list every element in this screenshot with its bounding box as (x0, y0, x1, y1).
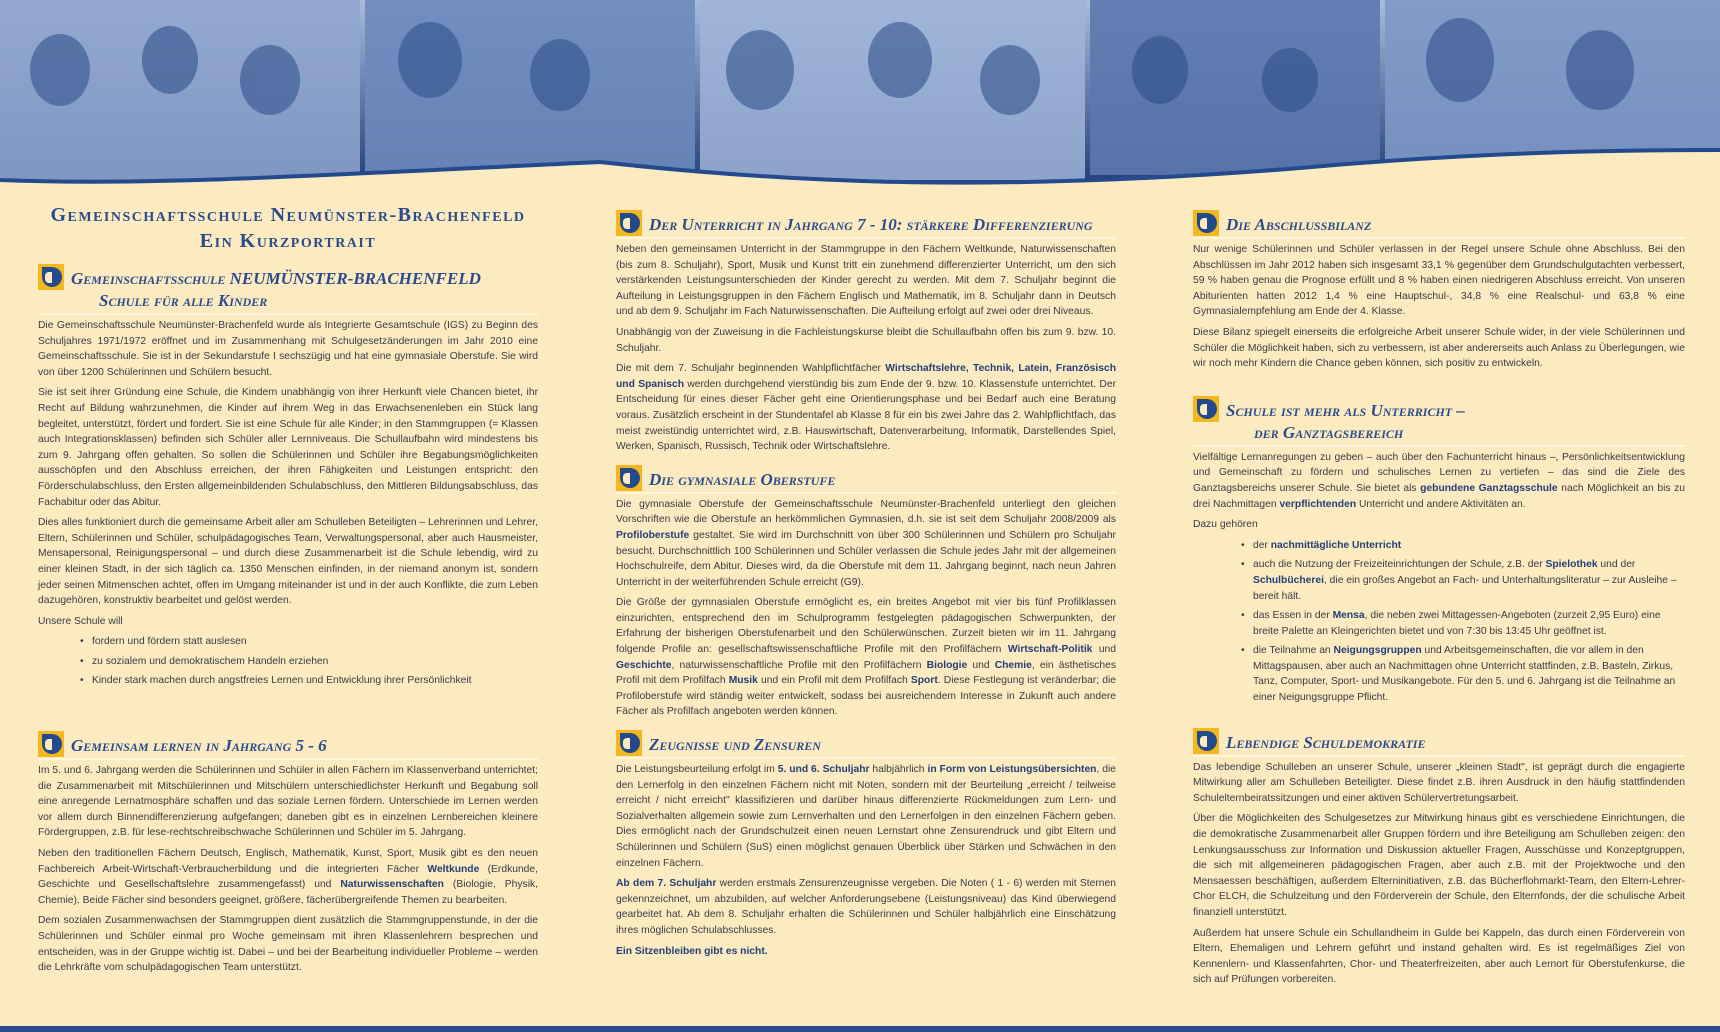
section-title: Gemeinsam lernen in Jahrgang 5 - 6 (71, 736, 327, 756)
photo-banner (0, 0, 1720, 200)
section-jahrgang-5-6 (38, 731, 538, 976)
paragraph: Dies alles funktioniert durch die gemeinsame Arbeit aller am Schulleben Beteiligten – Lehrerinnen und Lehrer, Eltern, Schülerinnen und Schüler, schulpädagogisches Team, Verwaltungspersonal, aber auch Hausmeister, Mensapersonal, Reinigungspersonal – und durch diese Zusammenarbeit ist die Schule lebendig, wird zu einer kleinen Stadt, in der sich täglich ca. 1350 Menschen einfinden, in der niemand anonym ist, sondern jeder seinen Mitmenschen achtet, offen im Umgang miteinander ist und in der auch Konflikte, die zum Leben dazugehören, konstruktiv bearbeitet und gelöst werden. (38, 517, 538, 607)
paragraph: Außerdem hat unsere Schule ein Schullandheim in Gulde bei Kappeln, das durch einen Förderverein von Eltern, Ehemaligen und Lehrern geführt und instand gehalten wird. Es ist regelmäßiges Ziel von Kennenlern- und Klassenfahrten, Chor- und Theaterfreizeiten, aber auch Lernort für Oberstufenkurse, die sich auf Prüfungen vorbereiten. (1193, 927, 1685, 986)
school-logo-icon (1193, 210, 1219, 236)
school-logo-icon (616, 210, 642, 236)
list-item: • das Essen in der Mensa, die neben zwei Mittagessen-Angeboten (zurzeit 2,95 Euro) eine breite Palette an Kleingerichten bietet und von 7:30 bis 13:45 Uhr geöffnet ist. (1241, 608, 1685, 639)
paragraph: Vielfältige Lernanregungen zu geben – auch über den Fachunterricht hinaus –, Persönlichkeitsentwicklung und Gemeinschaft zu fördern und schulisches Lernen zu vertiefen – das sind die Ziele des Ganztagsbereichs unserer Schule. Sie bietet als gebundene Ganztagsschule nach Möglichkeit an bis zu drei Nachmittagen verpflichtenden Unterricht und andere Aktivitäten an. (1193, 451, 1685, 510)
document-title (38, 202, 538, 254)
section-title: Zeugnisse und Zensuren (649, 735, 821, 755)
section-zeugnisse (616, 730, 1116, 959)
paragraph: Unabhängig von der Zuweisung in die Fachleistungskurse bleibt die Schullaufbahn offen bis zum 9. bzw. 10. Schuljahr. (616, 326, 1116, 354)
section-title: Schule ist mehr als Unterricht – der Ganztagsbereich (1226, 396, 1685, 444)
section-oberstufe (616, 465, 1116, 720)
list-item: • auch die Nutzung der Freizeiteinrichtungen der Schule, z.B. der Spielothek und der Schulbücherei, die ein großes Angebot an Fach- und Unterhaltungsliteratur – zur Ausleihe – bereit hält. (1241, 557, 1685, 604)
paragraph: Die mit dem 7. Schuljahr beginnenden Wahlpflichtfächer Wirtschaftslehre, Technik, Latein, Französisch und Spanisch werden durchgehend vierstündig bis zum Ende der 9. bzw. 10. Klassenstufe unterrichtet. Der Entscheidung für eines dieser Fächer geht eine Orientierungsphase und bei Bedarf auch eine Beratung voraus. Zusätzlich erscheint in der Stundentafel ab Klasse 8 für ein bis zwei Jahre das 2. Wahlpflichtfach, das meist zweistündig unterrichtet wird, z.B. Hauswirtschaft, Datenverarbeitung, Informatik, Darstellendes Spiel, Werken, Spanisch, Russisch, Technik oder Wirtschaftslehre. (616, 363, 1116, 453)
paragraph: Nur wenige Schülerinnen und Schüler verlassen in der Regel unsere Schule ohne Abschluss. Bei den Abschlüssen im Jahr 2012 haben sich insgesamt 33,1 % gegenüber dem Grundschulgutachten verbessert, 59 % haben genau die Prognose erfüllt und 8 % haben einen niedrigeren Abschluss erreicht. Von unseren Abiturienten hatten 2012 1,4 % eine Hauptschul-, 34,8 % eine Realschul- und 63,8 % eine Gymnasialempfehlung am Ende der 4. Klasse. (1193, 244, 1685, 318)
school-logo-icon (38, 264, 64, 290)
paragraph: Neben den traditionellen Fächern Deutsch, Englisch, Mathematik, Kunst, Sport, Musik gibt es den neuen Fachbereich Arbeit-Wirtschaft-Verbraucherbildung und die integrierten Fächer Weltkunde (Erdkunde, Geschichte und Gesellschaftslehre zusammengefasst) und Naturwissenschaften (Biologie, Physik, Chemie). Beide Fächer sind besonders geeignet, größere, fächerübergreifende Themen zu bearbeiten. (38, 848, 538, 906)
column-left (38, 202, 538, 981)
section-heading (1193, 396, 1685, 447)
paragraph: Unsere Schule will (38, 615, 123, 627)
paragraph: Dazu gehören (1193, 519, 1258, 531)
section-heading (38, 264, 538, 315)
column-middle (616, 202, 1116, 964)
section-title: Lebendige Schuldemokratie (1226, 732, 1426, 752)
list-item: • die Teilnahme an Neigungsgruppen und Arbeitsgemeinschaften, die vor allem in den Mittagspausen, aber auch an Nachmittagen ohne Unterricht stattfinden, z.B. Basteln, Zirkus, Tanz, Computer, Sport- und Musikangebote. Für den 5. und 6. Jahrgang ist die Teilnahme an einer Neigungsgruppe Pflicht. (1241, 643, 1685, 705)
section-title: Der Unterricht in Jahrgang 7 - 10: stärkere Differenzierung (649, 215, 1093, 234)
paragraph: Neben den gemeinsamen Unterricht in der Stammgruppe in den Fächern Weltkunde, Naturwissenschaften (bis zum 8. Schuljahr), Sport, Musik und Kunst tritt ein zunehmend differenzierter Unterricht, um den sich verstärkenden Leistungsunterschieden der Kinder gerecht zu werden. Mit dem 7. Schuljahr beginnt die Aufteilung in Leistungsgruppen in den Fächern Englisch und Mathematik, im 8. Schuljahr dann in Deutsch und ab dem 9. Schuljahr im Fach Naturwissenschaften. Die Aufteilung erfolgt auf zwei oder drei Niveaus. (616, 244, 1116, 318)
list-item: • zu sozialem und demokratischem Handeln erziehen (80, 654, 538, 670)
column-right (1193, 202, 1685, 993)
paragraph: Das lebendige Schulleben an unserer Schule, unserer „kleinen Stadt", ist geprägt durch die engagierte Mitwirkung aller am Schulleben Beteiligter. Diese findet z.B. ihren Ausdruck in den häufig stattfindenden Schulelternbeiratssitzungen und einer aktiven Schülervertretungsarbeit. (1193, 761, 1685, 804)
section-heading (616, 210, 1116, 239)
section-jahrgang-7-10 (616, 210, 1116, 455)
paragraph: Die gymnasiale Oberstufe der Gemeinschaftsschule Neumünster-Brachenfeld unterliegt den gleichen Vorschriften wie die Oberstufe an herkömmlichen Gymnasien, d.h. sie ist seit dem Schuljahr 2008/2009 als Profiloberstufe gestaltet. Sie wird im Durchschnitt von über 300 Schülerinnen und Schülern pro Schuljahr besucht. Durchschnittlich 100 Schülerinnen und Schüler verlassen die Schule jedes Jahr mit der allgemeinen Hochschulreife, dem Abitur. Dieses wird, da die Oberstufe mit dem 11. Jahrgang beginnt, nach neun Jahren Unterricht in der weiterführenden Schule erreicht (G9). (616, 498, 1116, 588)
ganztag-list (1241, 538, 1685, 706)
section-abschlussbilanz (1193, 210, 1685, 372)
school-logo-icon (616, 465, 642, 491)
paragraph: Über die Möglichkeiten des Schulgesetzes zur Mitwirkung hinaus gibt es verschiedene Einrichtungen, die die demokratische Zusammenarbeit aller Gruppen fördern und ihre Beteiligung am Schulleben zeigen: den Lenkungsausschuss zur Information und Diskussion aktueller Fragen, Ausschüsse und Konzeptgruppen, die sich mit allgemeineren pädagogischen Fragen, aber auch z.B. mit der Projektwoche und den Mensaessen beschäftigen, außerdem Elterninitiativen, z.B. das Bücherflohmarkt-Team, den Eltern-Lehrer-Chor ELCH, die Schulzeitung und den Förderverein der Schule, den Elternfonds, der die schulische Arbeit finanziell unterstützt. (1193, 813, 1685, 918)
section-title: Gemeinschaftsschule NEUMÜNSTER-BRACHENFELD Schule für alle Kinder (71, 264, 538, 312)
photo-workshop (1090, 0, 1380, 175)
list-item: • fordern und fördern statt auslesen (80, 634, 538, 650)
section-title: Die gymnasiale Oberstufe (649, 469, 836, 489)
section-subtitle: Schule für alle Kinder (99, 291, 268, 310)
paragraph: Ein Sitzenbleiben gibt es nicht. (616, 945, 768, 957)
list-item: • der nachmittägliche Unterricht (1241, 538, 1685, 554)
paragraph: Ab dem 7. Schuljahr werden erstmals Zensurenzeugnisse vergeben. Die Noten ( 1 - 6) werden mit Sternen gekennzeichnet, um abzubilden, auf welcher Anforderungsebene (Leistungsniveau) das Kind überwiegend gearbeitet hat. Ab dem 8. Schuljahr erhalten die Schülerinnen und Schüler halbjährlich eine Einschätzung ihres möglichen Schulabschlusses. (616, 878, 1116, 936)
paragraph: Im 5. und 6. Jahrgang werden die Schülerinnen und Schüler in allen Fächern im Klassenverband unterrichtet; die Zusammenarbeit mit Mitschülerinnen und Mitschülern unterschiedlichster Herkunft und Begabung soll eine anregende Lernatmosphäre schaffen und das soziale Lernen fördern. Unterschiede im Lernen werden vor allem durch Binnendifferenzierung aufgefangen; daneben gibt es in einzelnen Lernbereichen kleinere Fördergruppen, z.B. für lese-rechtschreibschwache Schülerinnen und Schüler im 5. Jahrgang. (38, 765, 538, 839)
school-logo-icon (1193, 728, 1219, 754)
section-title: Die Abschlussbilanz (1226, 215, 1372, 234)
list-item: • Kinder stark machen durch angstfreies Lernen und Entwicklung ihrer Persönlichkeit (80, 673, 538, 689)
paragraph: Die Größe der gymnasialen Oberstufe ermöglicht es, ein breites Angebot mit vier bis fünf Profilklassen einzurichten, entsprechend den im Schulprogramm festgelegten pädagogischen Schwerpunkten, der Erfahrung der bisherigen Oberstufenarbeit und den Schülerwünschen. Zurzeit bieten wir im 11. Jahrgang folgende Profile an: gesellschaftswissenschaftliche Profile mit den Profilfächern Wirtschaft-Politik und Geschichte, naturwissenschaftliche Profile mit den Profilfächern Biologie und Chemie, ein ästhetisches Profil mit dem Profilfach Musik und ein Profil mit dem Profilfach Sport. Diese Festlegung ist veränderbar; die Profiloberstufe wird ständig weiter entwickelt, sodass bei ausreichendem Interesse in Zukunft auch andere Fächer als Profilfach angeboten werden können. (616, 597, 1117, 718)
school-logo-icon (1193, 396, 1219, 422)
school-logo-icon (616, 730, 642, 756)
paragraph: Diese Bilanz spiegelt einerseits die erfolgreiche Arbeit unserer Schule wider, in der viele Schülerinnen und Schüler die Möglichkeit haben, sich zu verbessern, ist aber andererseits auch Anlass zu Überlegungen, wie wir noch mehr Kindern die Chance geben können, sich positiv zu entwickeln. (1193, 326, 1685, 370)
paragraph: Sie ist seit ihrer Gründung eine Schule, die Kindern unabhängig von ihrer Herkunft viele Chancen bietet, ihr Recht auf Bildung wahrzunehmen, die Kinder auf ihrem Weg in das Erwachsenenleben ein Stück lang begleitet, unterstützt, fördert und fordert. Sie ist eine Schule für alle Kinder; in den Stammgruppen (= Klassen auch Integrationsklassen) befinden sich Schüler aller Lernniveaus. Die Schullaufbahn wird mindestens bis zum 9. Jahrgang offen gehalten. So sollen die Schülerinnen und Schüler ihre Begabungsmöglichkeiten ausschöpfen und den Abschluss erreichen, der ihren Fähigkeiten und Leistungen entspricht: den Förderschulabschluss, den Ersten allgemeinbildenden Schulabschluss, den Mittleren Bildungsabschluss, das Fachabitur oder das Abitur. (38, 387, 538, 508)
section-ganztag (1193, 396, 1685, 706)
section-schuldemokratie (1193, 728, 1685, 988)
section-schule-fuer-alle (38, 264, 538, 689)
section-heading (1193, 728, 1685, 757)
school-logo-icon (38, 731, 64, 757)
section-subtitle: der Ganztagsbereich (1254, 422, 1404, 442)
section-heading (38, 731, 538, 760)
paragraph: Die Gemeinschaftsschule Neumünster-Brachenfeld wurde als Integrierte Gesamtschule (IGS) zu Beginn des Schuljahres 1971/1972 eröffnet und im Zusammenhang mit Schulgesetzänderungen im Jahr 2010 eine Gemeinschaftsschule. Sie ist in der Sekundarstufe I sechszügig und hat eine gymnasiale Oberstufe. Sie wird von über 1200 Schülerinnen und Schülern besucht. (38, 320, 538, 378)
paragraph: Dem sozialen Zusammenwachsen der Stammgruppen dient zusätzlich die Stammgruppenstunde, in der die Schülerinnen und Schüler einmal pro Woche gemeinsam mit ihren Klassenlehrern besprechen und entscheiden, was in der Gruppe wichtig ist. Dabei – und bei der Bearbeitung individueller Probleme – werden die Lehrkräfte vom schulpädagogischen Team unterstützt. (38, 915, 538, 974)
section-heading (616, 465, 1116, 494)
goals-list (80, 634, 538, 689)
section-heading (1193, 210, 1685, 239)
paragraph: Die Leistungsbeurteilung erfolgt im 5. und 6. Schuljahr halbjährlich in Form von Leistungsübersichten, die den Lernerfolg in den einzelnen Fächern nicht mit Noten, sondern mit der Beurteilung „erreicht / teilweise erreicht / nicht erreicht" klassifizieren und darüber hinaus differenzierte Rückmeldungen zum Lern- und Sozialverhalten allgemein sowie zum Lernverhalten und den Lernerfolgen in den einzelnen Fächern geben. Dies ermöglicht nach der Grundschulzeit einen neuen Lernstart ohne Zensurendruck und gibt Eltern und Schülerinnen und Schülern (SuS) einen möglichst genauen Überblick über Stärken und Schwächen in den einzelnen Fächern. (616, 764, 1117, 869)
document-title-line1: Gemeinschaftsschule Neumünster-Brachenfeld (50, 204, 526, 226)
section-heading (616, 730, 1116, 759)
document-title-line2: Ein Kurzportrait (199, 230, 377, 252)
bottom-border (0, 1026, 1720, 1032)
